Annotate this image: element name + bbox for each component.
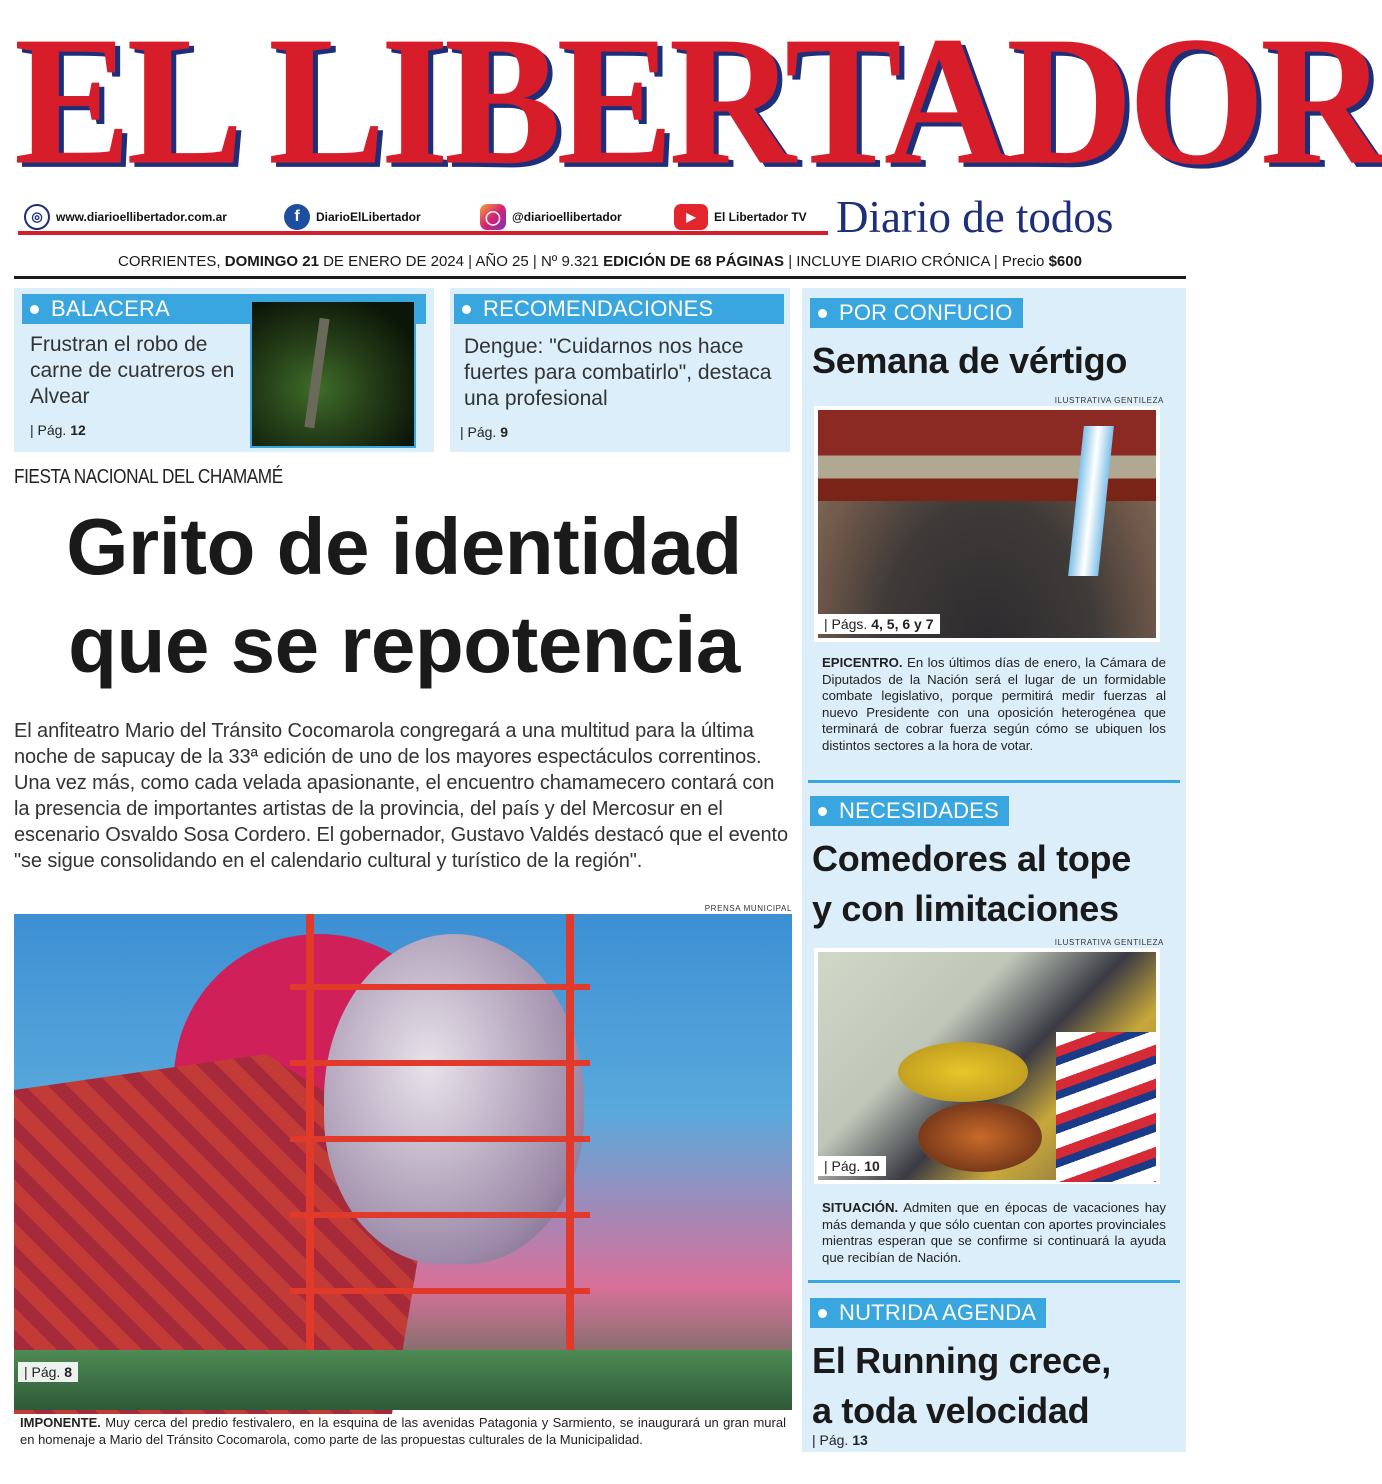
main-caption xyxy=(20,1414,786,1450)
page-number: 13 xyxy=(852,1432,868,1448)
facebook-label: DiarioElLibertador xyxy=(316,210,421,224)
page-prefix: | Págs. xyxy=(824,616,868,632)
story-confucio[interactable] xyxy=(802,288,1186,784)
story-agenda[interactable] xyxy=(802,1288,1186,1452)
social-bar xyxy=(18,201,828,235)
bullet-icon xyxy=(818,309,827,318)
kicker-label: NECESIDADES xyxy=(839,798,999,823)
photo-credit: ILUSTRATIVA GENTILEZA xyxy=(1054,396,1164,405)
section-divider xyxy=(808,1280,1180,1283)
mural-photo xyxy=(14,914,792,1410)
teaser-headline[interactable]: Dengue: "Cuidarnos nos hace fuertes para combatirlo", destaca una profesional xyxy=(464,335,772,410)
main-story-kicker: FIESTA NACIONAL DEL CHAMAMÉ xyxy=(14,466,283,488)
photo-frame xyxy=(814,948,1160,1184)
headline-line-2: y con limitaciones xyxy=(812,888,1119,929)
headline-line-2: a toda velocidad xyxy=(812,1390,1090,1431)
confucio-caption xyxy=(822,655,1166,755)
teaser-balacera[interactable] xyxy=(14,288,434,452)
page-prefix: | Pág. xyxy=(824,1158,861,1174)
page-numbers: 4, 5, 6 y 7 xyxy=(871,616,934,632)
kicker-label: NUTRIDA AGENDA xyxy=(839,1300,1037,1325)
necesidades-headline[interactable] xyxy=(812,834,1131,934)
page-prefix: | Pág. xyxy=(24,1364,61,1380)
dateline-date: DE ENERO DE 2024 | AÑO 25 | Nº 9.321 xyxy=(323,253,599,270)
agenda-headline[interactable] xyxy=(812,1336,1111,1436)
comedor-photo xyxy=(818,952,1156,1180)
instagram-label: @diarioellibertador xyxy=(512,210,622,224)
caption-text: En los últimos días de enero, la Cámara de Diputados de la Nación será el lugar de un formidable combate legislativo, porque permitirá medir fuerzas al nuevo Presidente con una oposición heterogénea que terminará de cobrar fuerza según cómo se ubiquen los distintos sectores a la hora de votar. xyxy=(822,655,1166,753)
kicker-necesidades xyxy=(810,796,1009,826)
youtube-label: El Libertador TV xyxy=(714,210,807,224)
newspaper-logo[interactable]: EL LIBERTADOR xyxy=(14,0,1382,204)
balacera-photo xyxy=(250,300,416,448)
photo-credit: ILUSTRATIVA GENTILEZA xyxy=(1054,938,1164,947)
page-number: 10 xyxy=(864,1158,880,1174)
teaser-recomendaciones[interactable] xyxy=(450,288,790,452)
caption-lead: IMPONENTE. xyxy=(20,1415,101,1430)
social-bar-rule xyxy=(18,231,828,235)
dateline xyxy=(0,250,1200,274)
kicker-balacera xyxy=(22,294,180,324)
instagram-icon: ◯ xyxy=(480,204,506,230)
headline-line-1: Grito de identidad xyxy=(66,502,742,591)
masthead xyxy=(0,0,1382,280)
page-number: 9 xyxy=(500,424,509,440)
dateline-includes: | INCLUYE DIARIO CRÓNICA | Precio xyxy=(788,253,1045,270)
dateline-day: DOMINGO 21 xyxy=(224,253,319,270)
instagram-link[interactable] xyxy=(480,203,622,231)
kicker-label: RECOMENDACIONES xyxy=(483,296,714,321)
page-number: 12 xyxy=(70,422,86,438)
right-column xyxy=(802,288,1186,1452)
website-link[interactable] xyxy=(24,203,227,231)
photo-credit: PRENSA MUNICIPAL xyxy=(704,904,792,913)
confucio-headline[interactable]: Semana de vértigo xyxy=(812,340,1128,381)
headline-line-2: que se repotencia xyxy=(68,600,740,689)
header-rule xyxy=(14,276,1186,279)
bullet-icon xyxy=(818,807,827,816)
mural-scaffold xyxy=(290,914,590,1410)
facebook-link[interactable] xyxy=(284,203,421,231)
page-prefix: | Pág. xyxy=(460,424,497,440)
page-reference xyxy=(818,1156,886,1176)
caption-text: Muy cerca del predio festivalero, en la esquina de las avenidas Patagonia y Sarmiento, se inaugurará un gran mural en homenaje a Mario del Tránsito Cocomarola, como parte de las propuestas culturales de la Municipalidad. xyxy=(20,1415,786,1447)
facebook-icon: f xyxy=(284,204,310,230)
story-necesidades[interactable] xyxy=(802,786,1186,1284)
section-divider xyxy=(808,780,1180,783)
youtube-link[interactable] xyxy=(674,203,807,231)
website-label: www.diarioellibertador.com.ar xyxy=(56,210,227,224)
bullet-icon xyxy=(818,1309,827,1318)
dateline-edition: EDICIÓN DE 68 PÁGINAS xyxy=(603,253,785,270)
kicker-agenda xyxy=(810,1298,1046,1328)
bullet-icon xyxy=(30,305,39,314)
page-reference xyxy=(30,422,86,438)
caption-text: Admiten que en épocas de vacaciones hay más demanda y que sólo cuentan con aportes provinciales mientras esperan que se confirme si continuará la ayuda que recibían de Nación. xyxy=(822,1200,1167,1265)
dateline-price: $600 xyxy=(1048,253,1082,270)
page-reference xyxy=(812,1432,868,1448)
page-reference xyxy=(18,1362,78,1382)
main-lede: El anfiteatro Mario del Tránsito Cocomarola congregará a una multitud para la última noche de sapucay de la 33ª edición de uno de los mayores espectáculos correntinos. Una vez más, como cada velada apasionante, el encuentro chamamecero contará con la presencia de importantes artistas de la provincia, del país y del Mercosur en el escenario Osvaldo Sosa Cordero. El gobernador, Gustavo Valdés destacó que el evento "se sigue consolidando en el calendario cultural y turístico de la región". xyxy=(14,720,789,872)
teaser-headline[interactable]: Frustran el robo de carne de cuatreros en Alvear xyxy=(30,333,235,408)
bullet-icon xyxy=(462,305,471,314)
photo-frame xyxy=(814,406,1160,642)
necesidades-caption xyxy=(822,1200,1166,1266)
caption-lead: EPICENTRO. xyxy=(822,655,903,670)
youtube-icon: ▶ xyxy=(674,204,708,230)
globe-icon: ◎ xyxy=(24,204,50,230)
page-reference xyxy=(818,614,940,634)
dateline-city: CORRIENTES, xyxy=(118,253,221,270)
page-prefix: | Pág. xyxy=(30,422,67,438)
headline-line-1: Comedores al tope xyxy=(812,838,1131,879)
kicker-label: BALACERA xyxy=(51,296,170,321)
food-pan xyxy=(898,1042,1028,1102)
page-reference xyxy=(460,424,508,440)
caption-lead: SITUACIÓN. xyxy=(822,1200,899,1215)
main-headline[interactable] xyxy=(14,498,794,694)
flag-shape xyxy=(1068,426,1114,576)
food-pot xyxy=(918,1102,1042,1172)
kicker-label: POR CONFUCIO xyxy=(839,300,1013,325)
page-prefix: | Pág. xyxy=(812,1432,849,1448)
tagline: Diario de todos xyxy=(836,192,1114,242)
headline-line-1: El Running crece, xyxy=(812,1340,1111,1381)
kicker-confucio xyxy=(810,298,1023,328)
page-number: 8 xyxy=(64,1364,73,1380)
kicker-recomendaciones xyxy=(454,294,723,324)
mural-ground xyxy=(14,1350,792,1410)
congreso-photo xyxy=(818,410,1156,638)
volunteer-shirt xyxy=(1056,1032,1156,1182)
